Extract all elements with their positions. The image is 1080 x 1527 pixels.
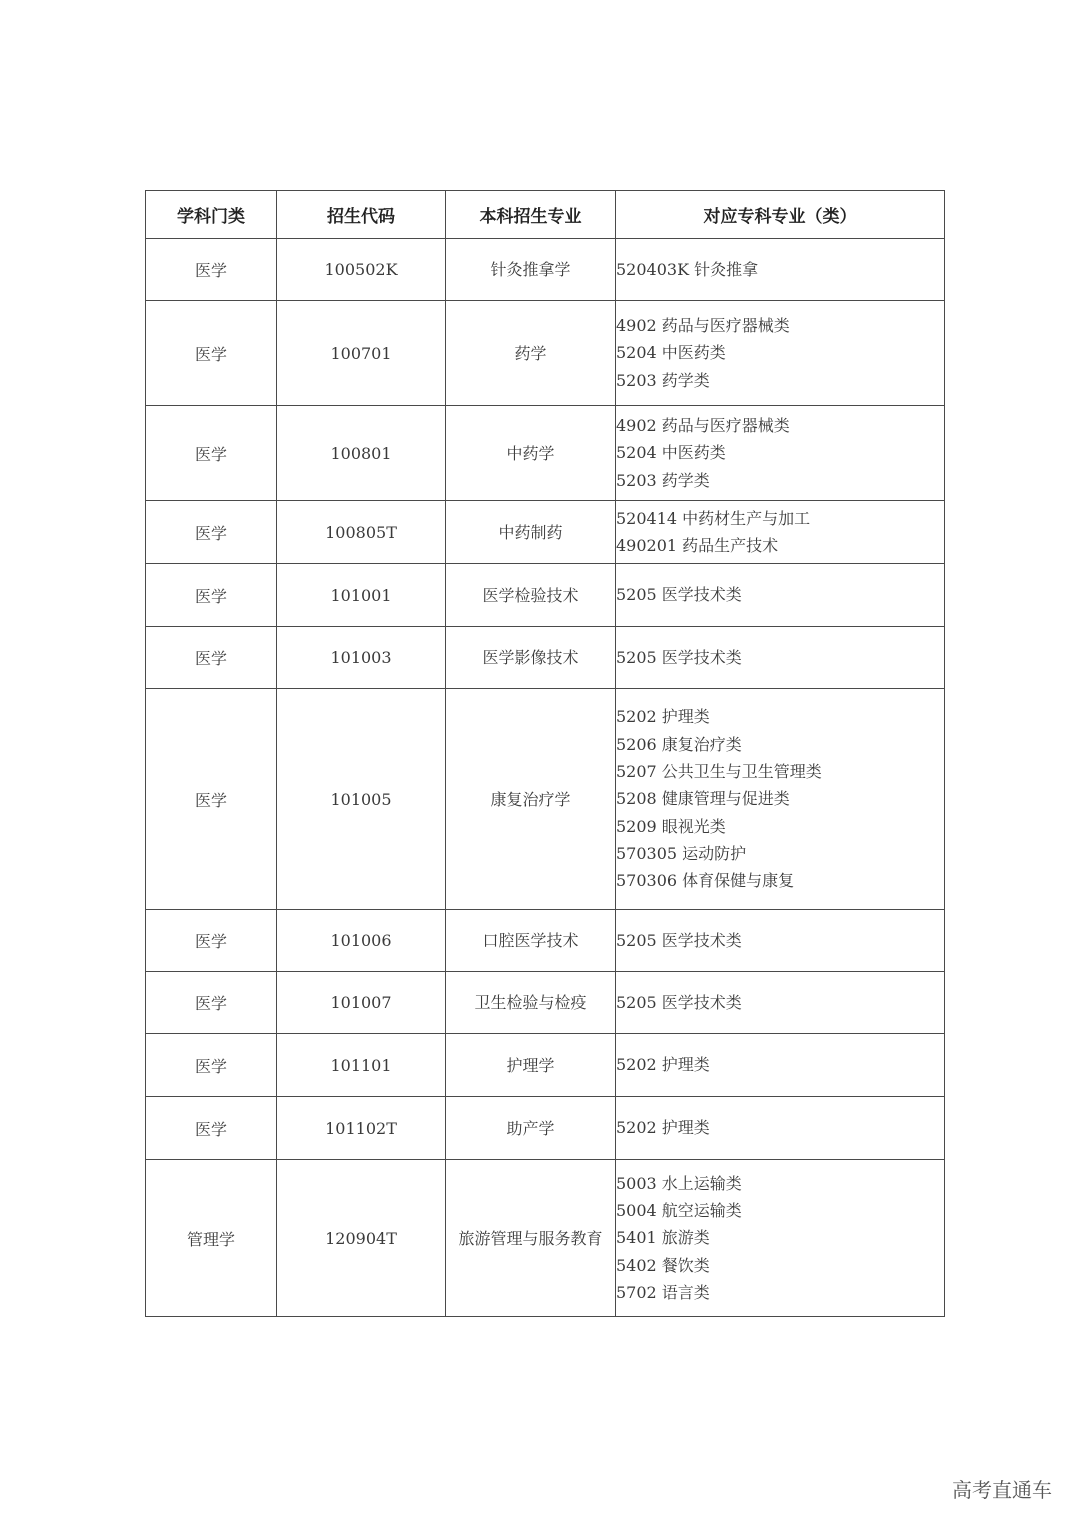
related-major-item: 5004 航空运输类	[616, 1201, 742, 1221]
cell-related	[616, 689, 945, 910]
related-major-item: 5208 健康管理与促进类	[616, 789, 790, 809]
header-major: 本科招生专业	[446, 191, 616, 239]
related-major-item: 5402 餐饮类	[616, 1255, 710, 1275]
cell-category: 医学	[146, 564, 277, 627]
cell-major: 药学	[446, 301, 616, 406]
table-row	[146, 972, 945, 1034]
table-row	[146, 564, 945, 627]
header-related: 对应专科专业（类）	[616, 191, 945, 239]
cell-major: 医学检验技术	[446, 564, 616, 627]
related-major-item: 5206 康复治疗类	[616, 734, 742, 754]
cell-major: 口腔医学技术	[446, 910, 616, 972]
related-major-item: 5003 水上运输类	[616, 1173, 742, 1193]
cell-major: 医学影像技术	[446, 627, 616, 689]
cell-category: 医学	[146, 239, 277, 301]
table-row	[146, 910, 945, 972]
cell-code: 100701	[277, 301, 446, 406]
cell-category: 医学	[146, 301, 277, 406]
cell-code: 100801	[277, 406, 446, 501]
table-row	[146, 239, 945, 301]
cell-code: 101102T	[277, 1097, 446, 1160]
cell-category: 医学	[146, 406, 277, 501]
related-major-item: 4902 药品与医疗器械类	[616, 316, 790, 336]
cell-code: 101007	[277, 972, 446, 1034]
related-major-item: 570306 体育保健与康复	[616, 871, 795, 891]
cell-code: 101001	[277, 564, 446, 627]
table-row	[146, 406, 945, 501]
cell-category: 医学	[146, 972, 277, 1034]
cell-code: 101006	[277, 910, 446, 972]
cell-major: 中药制药	[446, 501, 616, 564]
related-major-item: 490201 药品生产技术	[616, 536, 779, 555]
related-major-item: 5204 中医药类	[616, 343, 726, 363]
watermark: 高考直通车	[952, 1478, 1052, 1502]
cell-major: 康复治疗学	[446, 689, 616, 910]
cell-related	[616, 301, 945, 406]
cell-related	[616, 1034, 945, 1097]
cell-major: 针灸推拿学	[446, 239, 616, 301]
cell-code: 101101	[277, 1034, 446, 1097]
related-major-item: 5205 医学技术类	[616, 585, 742, 605]
header-code: 招生代码	[277, 191, 446, 239]
cell-related	[616, 910, 945, 972]
cell-major: 旅游管理与服务教育	[446, 1160, 616, 1317]
cell-related	[616, 239, 945, 301]
cell-category: 医学	[146, 1097, 277, 1160]
related-major-item: 5205 医学技术类	[616, 930, 742, 950]
cell-related	[616, 501, 945, 564]
header-category: 学科门类	[146, 191, 277, 239]
cell-related	[616, 972, 945, 1034]
cell-major: 卫生检验与检疫	[446, 972, 616, 1034]
related-major-item: 5205 医学技术类	[616, 647, 742, 667]
cell-major: 护理学	[446, 1034, 616, 1097]
related-major-item: 5205 医学技术类	[616, 992, 742, 1012]
related-major-item: 5202 护理类	[616, 1055, 710, 1075]
cell-major: 中药学	[446, 406, 616, 501]
cell-related	[616, 406, 945, 501]
cell-code: 100805T	[277, 501, 446, 564]
table-row	[146, 689, 945, 910]
related-major-item: 4902 药品与医疗器械类	[616, 416, 790, 436]
related-major-item: 5202 护理类	[616, 707, 710, 727]
cell-code: 120904T	[277, 1160, 446, 1317]
related-major-item: 520414 中药材生产与加工	[616, 508, 811, 528]
cell-category: 医学	[146, 910, 277, 972]
cell-category: 医学	[146, 1034, 277, 1097]
table-row	[146, 301, 945, 406]
table-row	[146, 627, 945, 689]
cell-code: 101005	[277, 689, 446, 910]
related-major-item: 5202 护理类	[616, 1118, 710, 1138]
cell-category: 管理学	[146, 1160, 277, 1317]
major-correspondence-table	[145, 190, 945, 1317]
table-header-row	[146, 191, 945, 239]
related-major-item: 5209 眼视光类	[616, 816, 726, 836]
related-major-item: 5401 旅游类	[616, 1228, 710, 1248]
related-major-item: 5203 药学类	[616, 370, 710, 390]
table-row	[146, 1097, 945, 1160]
cell-category: 医学	[146, 501, 277, 564]
cell-related	[616, 564, 945, 627]
related-major-item: 520403K 针灸推拿	[616, 259, 759, 279]
cell-code: 100502K	[277, 239, 446, 301]
table-row	[146, 1034, 945, 1097]
cell-related	[616, 1160, 945, 1317]
cell-related	[616, 1097, 945, 1160]
cell-category: 医学	[146, 627, 277, 689]
cell-major: 助产学	[446, 1097, 616, 1160]
related-major-item: 5207 公共卫生与卫生管理类	[616, 762, 822, 782]
table-row	[146, 1160, 945, 1317]
related-major-item: 5203 药学类	[616, 470, 710, 490]
table-row	[146, 501, 945, 564]
cell-code: 101003	[277, 627, 446, 689]
related-major-item: 5204 中医药类	[616, 443, 726, 463]
cell-category: 医学	[146, 689, 277, 910]
related-major-item: 570305 运动防护	[616, 843, 747, 863]
cell-related	[616, 627, 945, 689]
related-major-item: 5702 语言类	[616, 1282, 710, 1302]
